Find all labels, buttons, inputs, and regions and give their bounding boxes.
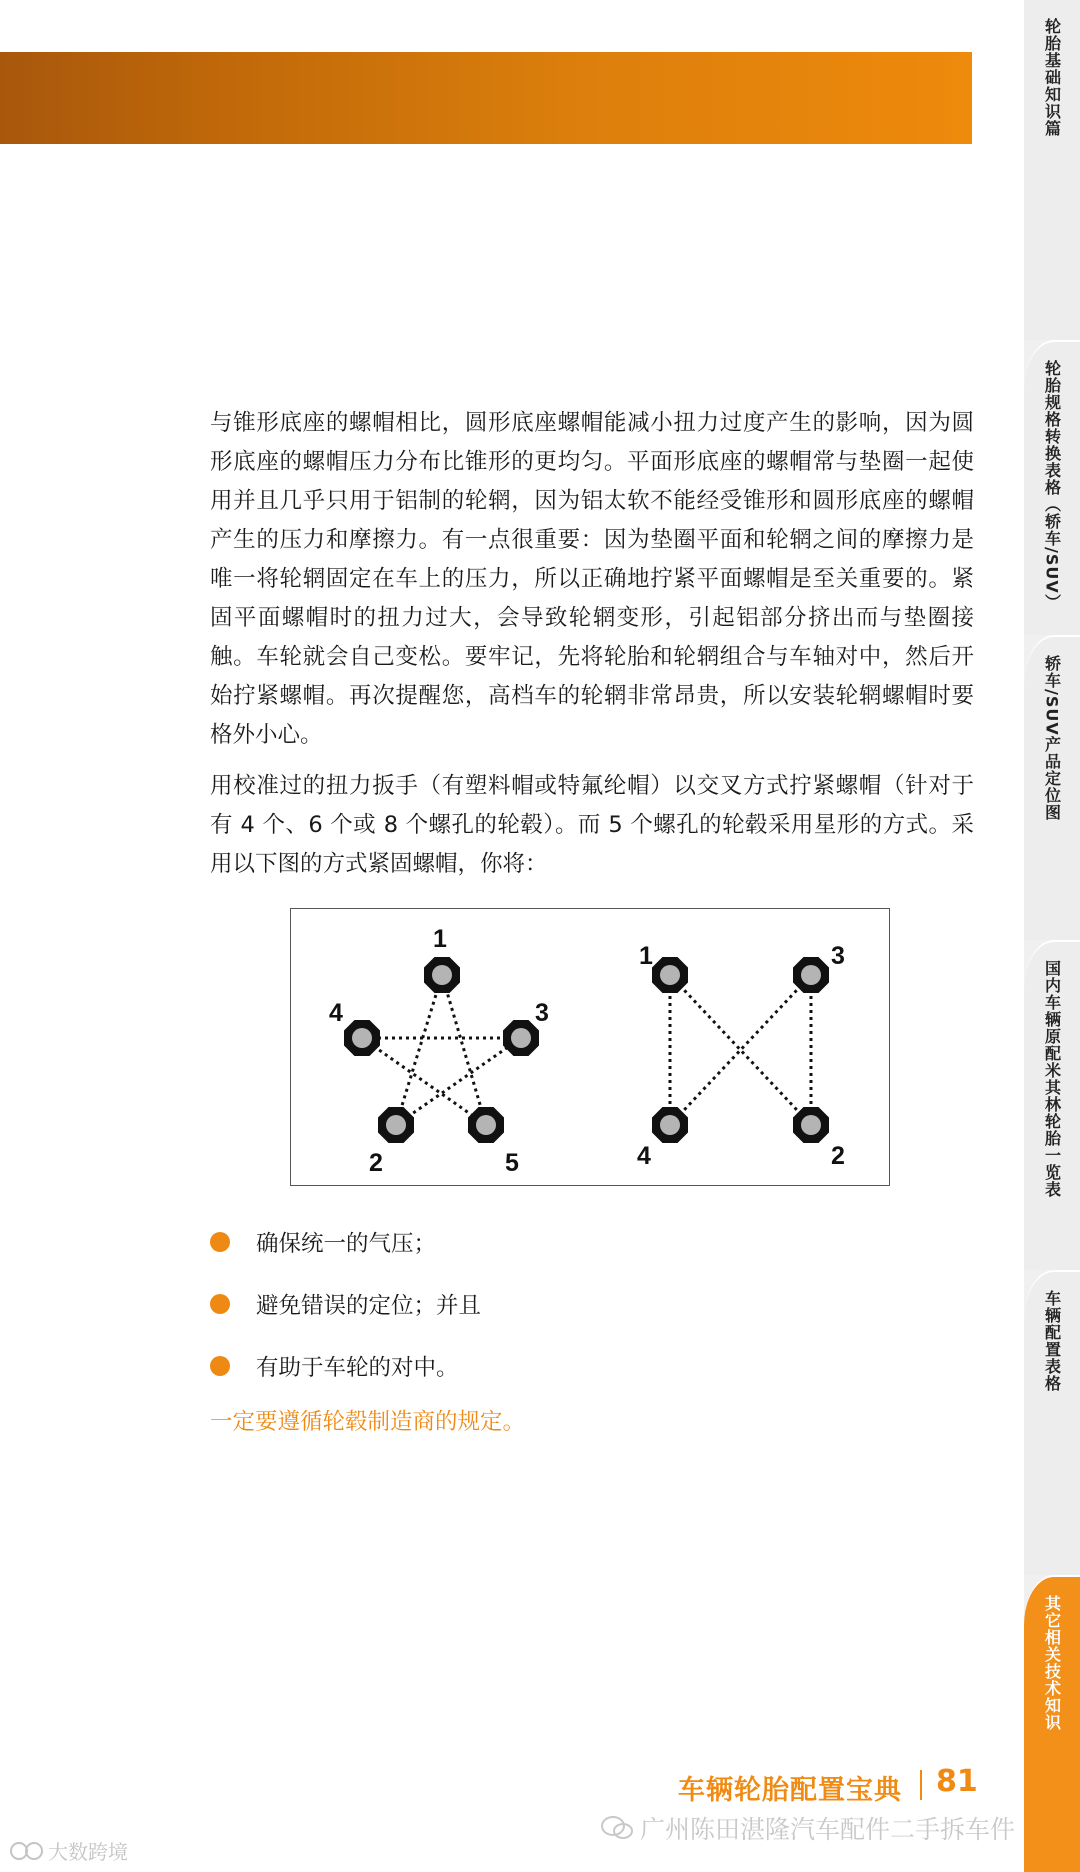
lug-nut-icon: [424, 957, 460, 993]
manufacturer-note: 一定要遵循轮毂制造商的规定。: [210, 1409, 526, 1435]
sidebar-tab-vehicle-config[interactable]: [1024, 1270, 1080, 1575]
lug-nut-icon: [378, 1107, 414, 1143]
star-label-4: 4: [329, 999, 343, 1027]
sidebar-tab-label: 轮胎基础知识篇: [1042, 18, 1062, 137]
list-item: [210, 1280, 910, 1342]
benefit-list: [210, 1218, 910, 1404]
lug-nut-icon: [503, 1020, 539, 1056]
cross-pattern-lines: [670, 975, 811, 1125]
star-pattern-lines: [362, 975, 521, 1125]
sidebar-tab-product-positioning[interactable]: [1024, 635, 1080, 940]
lug-nut-icon: [652, 957, 688, 993]
footer-book-title: 车辆轮胎配置宝典: [678, 1775, 902, 1806]
footer-divider: [920, 1770, 922, 1800]
cross-label-4: 4: [637, 1142, 651, 1170]
wechat-watermark: [600, 1810, 1015, 1846]
sidebar-tab-label: 其它相关技术知识: [1042, 1595, 1062, 1731]
body-paragraph-1: 与锥形底座的螺帽相比，圆形底座螺帽能减小扭力过度产生的影响，因为圆形底座的螺帽压力分布比锥形的更均匀。平面形底座的螺帽常与垫圈一起使用并且几乎只用于铝制的轮辋，因为铝太软不能经受锥形和圆形底座的螺帽产生的压力和摩擦力。有一点很重要：因为垫圈平面和轮辋之间的摩擦力是唯一将轮辋固定在车上的压力，所以正确地拧紧平面螺帽是至关重要的。紧固平面螺帽时的扭力过大，会导致轮辋变形，引起铝部分挤出而与垫圈接触。车轮就会自己变松。要牢记，先将轮胎和轮辋组合与车轴对中，然后开始拧紧螺帽。再次提醒您，高档车的轮辋非常昂贵，所以安装轮辋螺帽时要格外小心。: [210, 410, 974, 748]
sidebar-tab-label: 国内车辆原配米其林轮胎一览表: [1042, 960, 1062, 1198]
lug-nut-icon: [793, 957, 829, 993]
lug-nut-icon: [468, 1107, 504, 1143]
star-label-3: 3: [535, 999, 549, 1027]
sidebar-tab-tire-basics[interactable]: [1024, 0, 1080, 340]
star-label-5: 5: [505, 1149, 519, 1177]
star-label-1: 1: [433, 925, 447, 953]
lug-nut-icon: [344, 1020, 380, 1056]
lug-nut-tightening-diagram: [290, 908, 890, 1186]
watermark-text: 广州陈田湛隆汽车配件二手拆车件: [640, 1815, 1016, 1844]
bullet-dot-icon: [210, 1294, 230, 1314]
wechat-icon: [600, 1814, 634, 1842]
list-item-text: 避免错误的定位；并且: [256, 1293, 482, 1319]
watermark-text: 大数跨境: [48, 1840, 128, 1864]
list-item: [210, 1342, 910, 1404]
sidebar-tab-label: 轮胎规格转换表格（轿车/SUV）: [1042, 360, 1062, 611]
star-label-2: 2: [369, 1149, 383, 1177]
cross-label-3: 3: [831, 942, 845, 970]
header-banner: [0, 52, 972, 144]
sidebar-tab-oe-list[interactable]: [1024, 940, 1080, 1270]
list-item-text: 确保统一的气压；: [256, 1231, 437, 1257]
list-item: [210, 1218, 910, 1280]
cross-label-2: 2: [831, 1142, 845, 1170]
sidebar-tab-label: 轿车/SUV产品定位图: [1042, 655, 1062, 821]
sidebar-tab-size-conversion[interactable]: [1024, 340, 1080, 635]
lug-nut-icon: [652, 1107, 688, 1143]
bullet-dot-icon: [210, 1356, 230, 1376]
body-paragraph-2: 用校准过的扭力扳手（有塑料帽或特氟纶帽）以交叉方式拧紧螺帽（针对于有 4 个、6 个或 8 个螺孔的轮毂）。而 5 个螺孔的轮毂采用星形的方式。采用以下图的方式紧固螺帽，你将：: [210, 773, 974, 877]
list-item-text: 有助于车轮的对中。: [256, 1355, 459, 1381]
bullet-dot-icon: [210, 1232, 230, 1252]
page-number: 81: [936, 1764, 978, 1799]
sidebar-tab-label: 车辆配置表格: [1042, 1290, 1062, 1392]
lug-nut-icon: [793, 1107, 829, 1143]
corner-watermark: [10, 1836, 128, 1865]
sidebar-tab-other-tech[interactable]: [1024, 1575, 1080, 1872]
cross-label-1: 1: [639, 942, 653, 970]
corner-logo-icon: [10, 1840, 44, 1862]
